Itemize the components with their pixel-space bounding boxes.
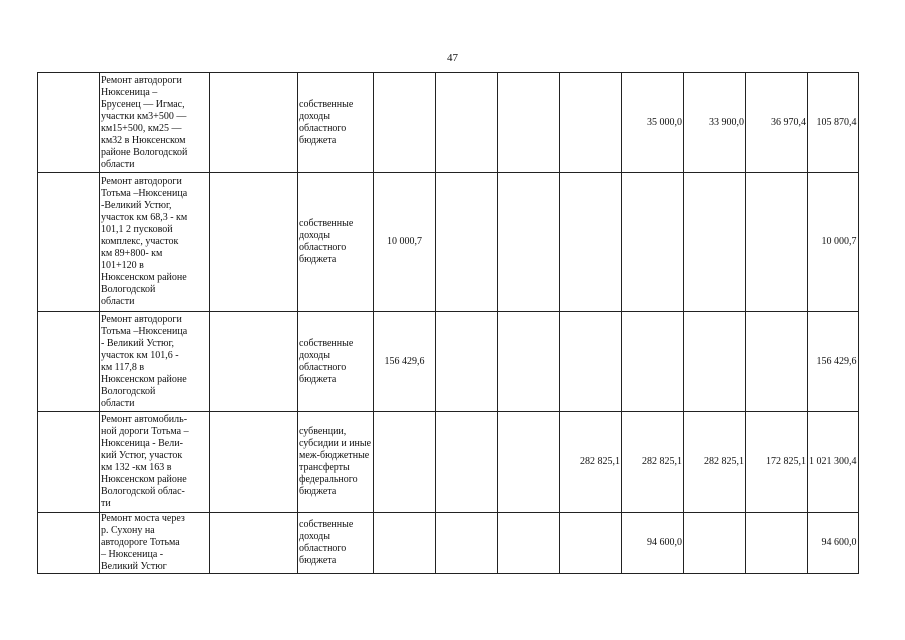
amount-cell: 10 000,7 <box>374 173 436 312</box>
empty-cell <box>210 73 298 173</box>
amount-cell <box>436 513 498 574</box>
funding-source-cell: собственные доходы областного бюджета <box>298 73 374 173</box>
table-row <box>38 173 859 312</box>
funding-source-cell: собственные доходы областного бюджета <box>298 513 374 574</box>
total-cell: 10 000,7 <box>808 173 859 312</box>
budget-table <box>37 72 859 574</box>
amount-cell <box>622 312 684 412</box>
empty-cell <box>210 412 298 513</box>
empty-cell <box>38 73 100 173</box>
amount-cell: 35 000,0 <box>622 73 684 173</box>
empty-cell <box>210 513 298 574</box>
amount-cell <box>498 513 560 574</box>
item-name-cell: Ремонт автомобиль- ной дороги Тотьма – Нюксеница - Вели- кий Устюг, участок км 132 -км 163 в Нюксенском районе Вологодской облас- ти <box>100 412 210 513</box>
amount-cell <box>560 312 622 412</box>
table-row <box>38 513 859 574</box>
amount-cell <box>746 173 808 312</box>
amount-cell <box>436 412 498 513</box>
total-cell: 156 429,6 <box>808 312 859 412</box>
amount-cell <box>560 173 622 312</box>
amount-cell <box>374 412 436 513</box>
funding-source-cell: субвенции, субсидии и иные меж-бюджетные трансферты федерального бюджета <box>298 412 374 513</box>
amount-cell <box>746 312 808 412</box>
amount-cell <box>622 173 684 312</box>
empty-cell <box>210 173 298 312</box>
amount-cell: 172 825,1 <box>746 412 808 513</box>
amount-cell <box>684 312 746 412</box>
table-row <box>38 73 859 173</box>
funding-source-cell: собственные доходы областного бюджета <box>298 173 374 312</box>
table-row <box>38 412 859 513</box>
empty-cell <box>38 173 100 312</box>
amount-cell <box>374 513 436 574</box>
amount-cell: 94 600,0 <box>622 513 684 574</box>
amount-cell: 282 825,1 <box>560 412 622 513</box>
amount-cell <box>436 73 498 173</box>
page-number: 47 <box>447 52 458 64</box>
amount-cell <box>374 73 436 173</box>
empty-cell <box>38 513 100 574</box>
amount-cell <box>560 73 622 173</box>
total-cell: 94 600,0 <box>808 513 859 574</box>
amount-cell <box>436 173 498 312</box>
amount-cell: 36 970,4 <box>746 73 808 173</box>
amount-cell <box>498 73 560 173</box>
amount-cell <box>498 312 560 412</box>
empty-cell <box>38 312 100 412</box>
amount-cell: 282 825,1 <box>684 412 746 513</box>
amount-cell <box>498 412 560 513</box>
amount-cell <box>560 513 622 574</box>
empty-cell <box>210 312 298 412</box>
total-cell: 105 870,4 <box>808 73 859 173</box>
item-name-cell: Ремонт автодороги Тотьма –Нюксеница -Великий Устюг, участок км 68,3 - км 101,1 2 пусковой комплекс, участок км 89+800- км 101+120 в Нюксенском районе Вологодской области <box>100 173 210 312</box>
amount-cell <box>436 312 498 412</box>
amount-cell <box>684 513 746 574</box>
amount-cell <box>746 513 808 574</box>
funding-source-cell: собственные доходы областного бюджета <box>298 312 374 412</box>
item-name-cell: Ремонт автодороги Нюксеница – Брусенец — Игмас, участки км3+500 — км15+500, км25 — км32 в Нюксенском районе Вологодской области <box>100 73 210 173</box>
empty-cell <box>38 412 100 513</box>
table-row <box>38 312 859 412</box>
amount-cell <box>684 173 746 312</box>
amount-cell: 156 429,6 <box>374 312 436 412</box>
amount-cell <box>498 173 560 312</box>
amount-cell: 282 825,1 <box>622 412 684 513</box>
total-cell: 1 021 300,4 <box>808 412 859 513</box>
amount-cell: 33 900,0 <box>684 73 746 173</box>
item-name-cell: Ремонт автодороги Тотьма –Нюксеница - Великий Устюг, участок км 101,6 - км 117,8 в Нюксенском районе Вологодской области <box>100 312 210 412</box>
table-body <box>38 73 859 574</box>
item-name-cell: Ремонт моста через р. Сухону на автодороге Тотьма – Нюксеница - Великий Устюг <box>100 513 210 574</box>
